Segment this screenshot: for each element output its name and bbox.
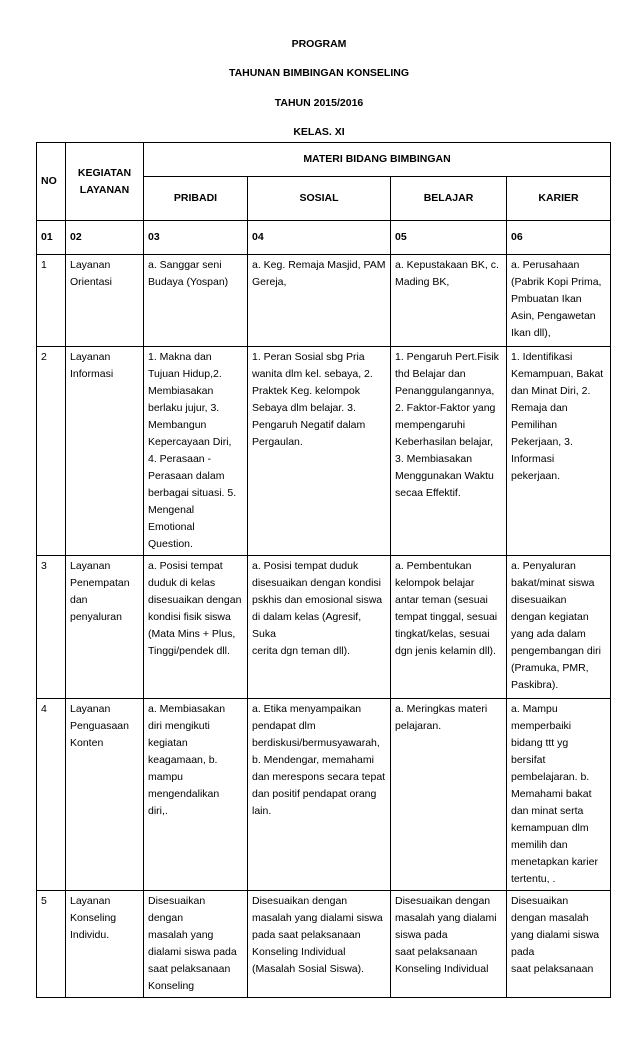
row-no: 5 <box>37 891 66 998</box>
table-row <box>37 699 611 891</box>
header-no: NO <box>37 143 66 221</box>
table-row <box>37 347 611 556</box>
row-sosial: 1. Peran Sosial sbg Pria wanita dlm kel. sebaya, 2. Praktek Keg. kelompok Sebaya dlm belajar. 3. Pengaruh Negatif dalam Pergaulan. <box>248 347 391 556</box>
row-belajar: a. Kepustakaan BK, c. Mading BK, <box>391 255 507 347</box>
code-cell: 06 <box>507 221 611 255</box>
row-belajar: Disesuaikan dengan masalah yang dialami siswa pada saat pelaksanaan Konseling Individual <box>391 891 507 998</box>
row-sosial: a. Posisi tempat duduk disesuaikan dengan kondisi pskhis dan emosional siswa di dalam kelas (Agresif, Suka cerita dgn teman dll). <box>248 556 391 699</box>
document-year: TAHUN 2015/2016 <box>274 97 364 109</box>
row-kegiatan: Layanan Konseling Individu. <box>66 891 144 998</box>
header-belajar: BELAJAR <box>391 177 507 221</box>
document-subtitle: TAHUNAN BIMBINGAN KONSELING <box>228 67 410 79</box>
row-belajar: 1. Pengaruh Pert.Fisik thd Belajar dan Penanggulangannya, 2. Faktor-Faktor yang mempengaruhi Keberhasilan belajar, 3. Membiasakan Menggunakan Waktu secaa Effektif. <box>391 347 507 556</box>
row-sosial: a. Etika menyampaikan pendapat dlm berdiskusi/bermusyawarah, b. Mendengar, memahami dan merespons secara tepat dan positif pendapat orang lain. <box>248 699 391 891</box>
row-karier: a. Mampu memperbaiki bidang ttt yg bersifat pembelajaran. b. Memahami bakat dan minat serta kemampuan dlm memilih dan menetapkan karier tertentu, . <box>507 699 611 891</box>
code-cell: 03 <box>144 221 248 255</box>
row-pribadi: a. Posisi tempat duduk di kelas disesuaikan dengan kondisi fisik siswa (Mata Mins + Plus, Tinggi/pendek dll. <box>144 556 248 699</box>
row-kegiatan: Layanan Informasi <box>66 347 144 556</box>
header-karier: KARIER <box>507 177 611 221</box>
row-sosial: Disesuaikan dengan masalah yang dialami siswa pada saat pelaksanaan Konseling Individual (Masalah Sosial Siswa). <box>248 891 391 998</box>
row-no: 1 <box>37 255 66 347</box>
row-karier: a. Perusahaan (Pabrik Kopi Prima, Pmbuatan Ikan Asin, Pengawetan Ikan dll), <box>507 255 611 347</box>
header-pribadi: PRIBADI <box>144 177 248 221</box>
program-table <box>36 142 611 998</box>
row-belajar: a. Pembentukan kelompok belajar antar teman (sesuai tempat tinggal, sesuai tingkat/kelas, sesuai dgn jenis kelamin dll). <box>391 556 507 699</box>
table-row <box>37 556 611 699</box>
row-kegiatan: Layanan Penempatan dan penyaluran <box>66 556 144 699</box>
code-row <box>37 221 611 255</box>
code-cell: 02 <box>66 221 144 255</box>
row-pribadi: 1. Makna dan Tujuan Hidup,2. Membiasakan berlaku jujur, 3. Membangun Kepercayaan Diri, 4. Perasaan - Perasaan dalam berbagai situasi. 5. Mengenal Emotional Question. <box>144 347 248 556</box>
code-cell: 04 <box>248 221 391 255</box>
row-no: 2 <box>37 347 66 556</box>
row-karier: 1. Identifikasi Kemampuan, Bakat dan Minat Diri, 2. Remaja dan Pemilihan Pekerjaan, 3. Informasi pekerjaan. <box>507 347 611 556</box>
header-materi: MATERI BIDANG BIMBINGAN <box>144 143 611 177</box>
document-title: PROGRAM <box>291 38 347 50</box>
row-karier: Disesuaikan dengan masalah yang dialami siswa pada saat pelaksanaan <box>507 891 611 998</box>
code-cell: 01 <box>37 221 66 255</box>
row-kegiatan: Layanan Orientasi <box>66 255 144 347</box>
row-karier: a. Penyaluran bakat/minat siswa disesuaikan dengan kegiatan yang ada dalam pengembangan diri (Pramuka, PMR, Paskibra). <box>507 556 611 699</box>
row-pribadi: a. Sanggar seni Budaya (Yospan) <box>144 255 248 347</box>
row-no: 4 <box>37 699 66 891</box>
row-pribadi: a. Membiasakan diri mengikuti kegiatan keagamaan, b. mampu mengendalikan diri,. <box>144 699 248 891</box>
row-kegiatan: Layanan Penguasaan Konten <box>66 699 144 891</box>
code-cell: 05 <box>391 221 507 255</box>
row-pribadi: Disesuaikan dengan masalah yang dialami siswa pada saat pelaksanaan Konseling <box>144 891 248 998</box>
row-sosial: a. Keg. Remaja Masjid, PAM Gereja, <box>248 255 391 347</box>
row-no: 3 <box>37 556 66 699</box>
header-kegiatan: KEGIATAN LAYANAN <box>66 143 144 221</box>
table-row <box>37 891 611 998</box>
table-row <box>37 255 611 347</box>
header-sosial: SOSIAL <box>248 177 391 221</box>
row-belajar: a. Meringkas materi pelajaran. <box>391 699 507 891</box>
document-class: KELAS. XI <box>293 126 345 138</box>
